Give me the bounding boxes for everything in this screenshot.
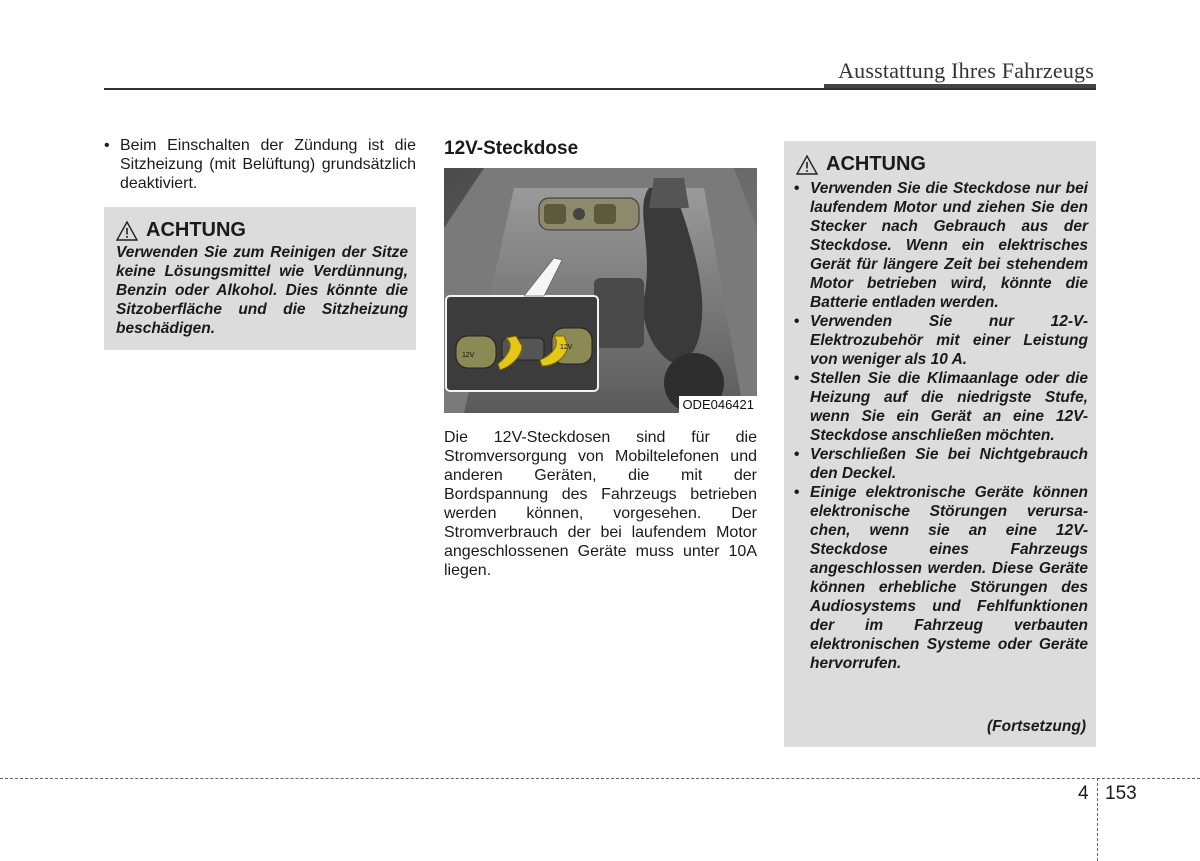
warning-heading (116, 219, 246, 242)
console-illustration (444, 168, 757, 413)
warning-heading-text: ACHTUNG (826, 153, 926, 175)
page-number: 153 (1105, 783, 1137, 804)
socket-photo (444, 168, 757, 413)
list-item: • Verwenden Sie nur 12-V-Elektrozubehör mit einer Leistung von weniger als 10 A. (794, 312, 1088, 369)
list-item: • Stellen Sie die Klimaanlage oder die Heizung auf die niedrigste Stufe, wenn Sie ein Gerät an eine 12V-Steckdose anschließen möchten. (794, 369, 1088, 445)
list-item: • Beim Einschalten der Zündung ist die Sitzheizung (mit Belüftung) grundsätzlich deaktiviert. (104, 136, 416, 193)
socket-label-right: 12V (560, 344, 573, 351)
warning-heading-text: ACHTUNG (146, 219, 246, 241)
list-item: • Einige elektronische Geräte können elektronische Störungen verursa-chen, wenn sie an eine 12V-Steckdose eines Fahrzeugs angeschlossen werden. Diese Geräte können erhebliche Störungen des Audiosystems und Fehlfunktionen der im Fahrzeug verbauten elektronischen Systeme oder Geräte hervorrufen. (794, 483, 1088, 673)
left-bullet-list (104, 136, 416, 193)
middle-body-text: Die 12V-Steckdosen sind für die Stromversorgung von Mobiltelefonen und anderen Geräten, die mit der Bordspannung des Fahrzeugs betrieben werden können, vorgesehen. Der Stromverbrauch der bei laufendem Motor angeschlossenen Geräte muss unter 10A liegen. (444, 429, 757, 579)
photo-code: ODE046421 (679, 396, 757, 413)
warning-triangle-icon (116, 221, 138, 241)
list-item: • Verschließen Sie bei Nichtgebrauch den Deckel. (794, 445, 1088, 483)
middle-column (444, 138, 757, 166)
list-item: • Verwenden Sie die Steckdose nur bei laufendem Motor und ziehen Sie den Stecker nach Gebrauch aus der Steckdose. Wenn ein elektrisches Gerät für längere Zeit bei stehendem Motor betrieben wird, könnte die Batterie entladen werden. (794, 179, 1088, 312)
chapter-number: 4 (1078, 783, 1089, 804)
left-column (104, 136, 416, 193)
warning-box-left (104, 207, 416, 350)
footer-dashed-rule (0, 778, 1200, 779)
warning-list (794, 179, 1088, 673)
warning-text: Verwenden Sie zum Reinigen der Sitze keine Lösungsmittel wie Verdünnung, Benzin oder Alkohol. Dies könnte die Sitzoberfläche und die Sitzheizung beschädigen. (116, 244, 408, 337)
footer-vertical-rule (1097, 778, 1098, 861)
socket-label-left: 12V (462, 352, 475, 359)
warning-heading (796, 153, 926, 176)
warning-box-right (784, 141, 1096, 747)
header-rule (104, 88, 1096, 90)
continuation-note: (Fortsetzung) (986, 718, 1086, 735)
page-header-title: Ausstattung Ihres Fahrzeugs (838, 58, 1094, 83)
section-title: 12V-Steckdose (444, 138, 579, 159)
warning-triangle-icon (796, 155, 818, 175)
